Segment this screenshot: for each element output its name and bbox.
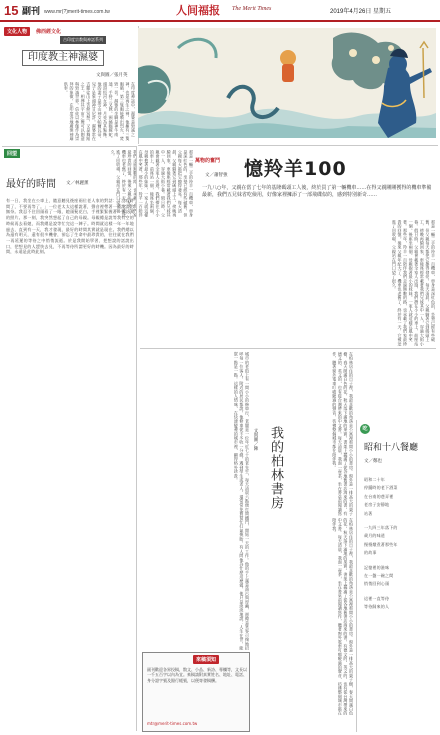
shiva-illustration-art — [138, 28, 436, 138]
berlin-title: 我的柏林書房 — [268, 426, 283, 510]
poem-line: 在台南的巷弄裡 — [364, 493, 394, 499]
poem-line: 老房子安靜地 — [364, 502, 390, 508]
poem-line: 停擺時的老下酒菜 — [364, 485, 398, 491]
poem-line: 一九四三年落下的 — [364, 525, 398, 531]
article-author-shiva: 文與圖／張月英 — [96, 73, 128, 78]
mid-horizontal-divider — [140, 348, 436, 349]
hero-tag: 萬物的奮鬥 — [195, 158, 221, 164]
newspaper-logo: 人间福报 — [176, 4, 220, 17]
berlin-body: 在柏林居住的日子裡，我最喜歡的角落是公寓裡那間小小的書房。窗外是一排高大的栗子樹，春天開滿白色的花，秋天落下滿地的果實。書架上擺滿了從各地舊書店淘來的書，有德文的、英文的，也有從台灣帶來的中文書。每天清晨，我泡一壺茶，坐在書桌前閱讀寫作，聽著窗外電車叮噹駛過的聲音，彷彿整個城市都在陪伴我。 — [332, 518, 354, 716]
mid-article-author: 文／林麗薰 — [66, 181, 89, 186]
eat-title: 昭和十八餐廳 — [364, 443, 419, 453]
hero-title: 憶羚羊100 — [244, 158, 347, 180]
poem-line: 的故事 — [364, 550, 377, 556]
culture-tag: 文化人物 — [4, 27, 30, 36]
eat-poem — [364, 476, 436, 731]
eat-author: 文／鄭也 — [364, 459, 382, 464]
culture-subtag: 佛西經文化 — [36, 29, 62, 35]
horizontal-divider — [138, 145, 438, 146]
mid-tag: 回望 — [4, 149, 20, 158]
poem-line: 在一盤一碗之間 — [364, 573, 394, 579]
poem-line: 慢慢燉煮著那些年 — [364, 541, 398, 547]
shiva-illustration — [138, 28, 436, 138]
eat-tag: 吃 — [360, 424, 370, 434]
poem-line: 站著 — [364, 510, 373, 516]
notice-email[interactable]: mtr@merit-times.com.tw — [147, 721, 198, 726]
poem-line: 等待歸來的人 — [364, 604, 390, 610]
mid-article-title: 最好的時間 — [6, 179, 56, 190]
article-title-shiva: 印度教主神濕婆 — [22, 50, 104, 66]
mid-article-body: 有一日，我坐在公車上，隨意聽見後座兩位老人家的對話：「沒有時間了，不要再等了。」一位老太太這樣說著，聲音裡帶著一種淡淡的無奈。我忍不住回頭看了一眼，她頭髮花白，手裡緊緊握著一張泛黃的照片。那一刻，我突然想起了自己的母親。母親總是說等我有空的時候再去看她，而我總是說等忙完這一陣子。時間就這樣一年一年地過去，直到有一天，我才發現，最好的時間其實就是現在。我們總以為還有明天，還有很多機會，卻忘了生命中最珍貴的，往往就在我們一再延遲的等待之中悄悄流逝。於是我開始學習，把想說的話說出口，把想見的人趕快去見，不再等待所謂更好的時機。因為最好的時間，永遠是此時此刻。 — [6, 198, 134, 255]
series-tag: 古印度宗教與神話系列 — [60, 36, 106, 44]
poem-line: 歲月的味道 — [364, 533, 385, 539]
site-url: www.mr(?)merit-times.com.tw — [44, 9, 110, 15]
left-column-divider — [136, 146, 137, 731]
hero-lead: 一九八○年，父親在當了七年的基隆碼頭工人後，終於買了第一輛機車……在得父親剛剛獲得的機車準備最新，我們五兄妹省吃儉用，好像家裡擁添了一部飛碟似的，感到特別新奇…… — [202, 185, 432, 198]
poem-line: 記憶裡的滋味 — [364, 564, 390, 570]
submission-notice — [142, 652, 250, 732]
mid-center-body: 城市的老街上有一間小小的修車行，老闆是一位年近七十的老先生，每天清晨六點便打開鐵門，開始一天的工作。他的手上滿是油污與厚繭，卻總是笑容可掬地招呼每一位客人。附近的居民都說，他修車從不多收一分錢，遇到學生或老人，還常常免費幫忙打氣換胎。有人問他為什麼這麼做，他只是淡淡地說：人生在世，能幫一點是一點。這樣的人情味，在快速變遷的城市裡，顯得格外珍貴。 — [233, 352, 250, 651]
right-column-divider — [356, 420, 357, 732]
hero-body-upper: 那是一輛二手的羚羊一百機車，車身是深紅色的，坐墊已經有些破舊，但父親每天都把它擦得發亮。每天清晨，父親騎著它到碼頭上工，傍晚再騎回家，車後座經常載著我們兄妹其中一人，穿過大街小巷。假日時，父親會載著全家人出遊，我們擠在小小的車上，前座站一個，後座坐兩個，母親抱著最小的妹妹，一家人就這樣在風中笑著。那些年，羚羊一百陪伴 最珍貴的回憶。後來父親年紀大了，機車也老舊了，終於有一天，它被送進了回收場，父親站在門口望了很久。 — [110, 150, 194, 218]
left-horizontal-divider — [2, 146, 136, 147]
newspaper-logo-en: The Merit Times — [232, 6, 272, 12]
poem-line: 這裡一直等待 — [364, 595, 390, 601]
berlin-body-upper: 在柏林居住的日子裡，我最喜歡的角落是公寓裡那間小小的書房。窗外是一排高大的栗子樹，春天開滿白色的花，秋天落下滿地的果實。書架上擺滿了從各地舊書店淘來的書，有德文的、英文的，也有從台灣帶來的中文書。每天清晨，我泡一壺茶，坐在書桌前閱讀寫作，聽著窗外電車叮噹駛過的聲音，彷彿整個城市都在陪伴我。 — [332, 352, 354, 516]
poem-line: 昭和二十年 — [364, 477, 385, 482]
masthead — [0, 0, 440, 22]
section-title: 副刊 — [22, 7, 41, 17]
notice-tag: 來稿須知 — [193, 655, 219, 664]
poem-line: 悄悄回到心頭 — [364, 581, 390, 587]
notice-body: 副刊歡迎各界投稿，散文、小品、新詩、專欄等，文長以一千五百字以內為宜。來稿請附真實姓名、地址、電話、身分證字號及銀行帳號，以便寄發稿酬。 — [147, 667, 247, 683]
hero-author: 文／蕭智強 — [205, 173, 228, 178]
page-number: 15 — [4, 3, 19, 18]
article-body-shiva: 在印度神話中，濕婆是毀滅之神，也是再生之神，他擁有三隻眼睛，第三隻眼能噴出烈火，焚毀一切。濕婆的坐騎是神牛南迪，手持三叉戟，頸繞眼鏡蛇，頭頂恆河女神，月亮為其髮飾。他的妻子是雪山神女帕爾瓦蒂，兒子是象頭神甘尼許。濕婆常在吉羅娑山上苦修冥想，又是舞蹈之王，相傳其宇宙之舞可以創造與毀滅世界。信徒以林伽作為崇拜的象徵，在印度各地廣建神廟供奉。 — [63, 82, 136, 141]
hero-body: 那是一輛二手的羚羊一百機車，車身是深紅色的，坐墊已經有些破舊，但父親每天都把它擦得發亮。每天清晨，父親騎著它到碼頭上工，傍晚再騎回家，車後座經常載著我們兄妹其中一人，穿過大街小巷。假日時，父親會載著全家人出遊，我們擠在小小的車上，前座站一個，後座坐兩個，母親抱著最小的妹妹，一家人就這樣在風中笑著。那些年，羚羊一百陪伴我們走過無數的路，也承載了我們家最珍貴的回憶。後來父親年紀大了，機車也老舊了，終於有一天，它被送進了回收場，父親站在門口望了很久。 — [391, 220, 436, 346]
issue-date: 2019年4月26日 星期五 — [330, 9, 392, 15]
berlin-author: 文與圖／陳 — [253, 428, 258, 451]
